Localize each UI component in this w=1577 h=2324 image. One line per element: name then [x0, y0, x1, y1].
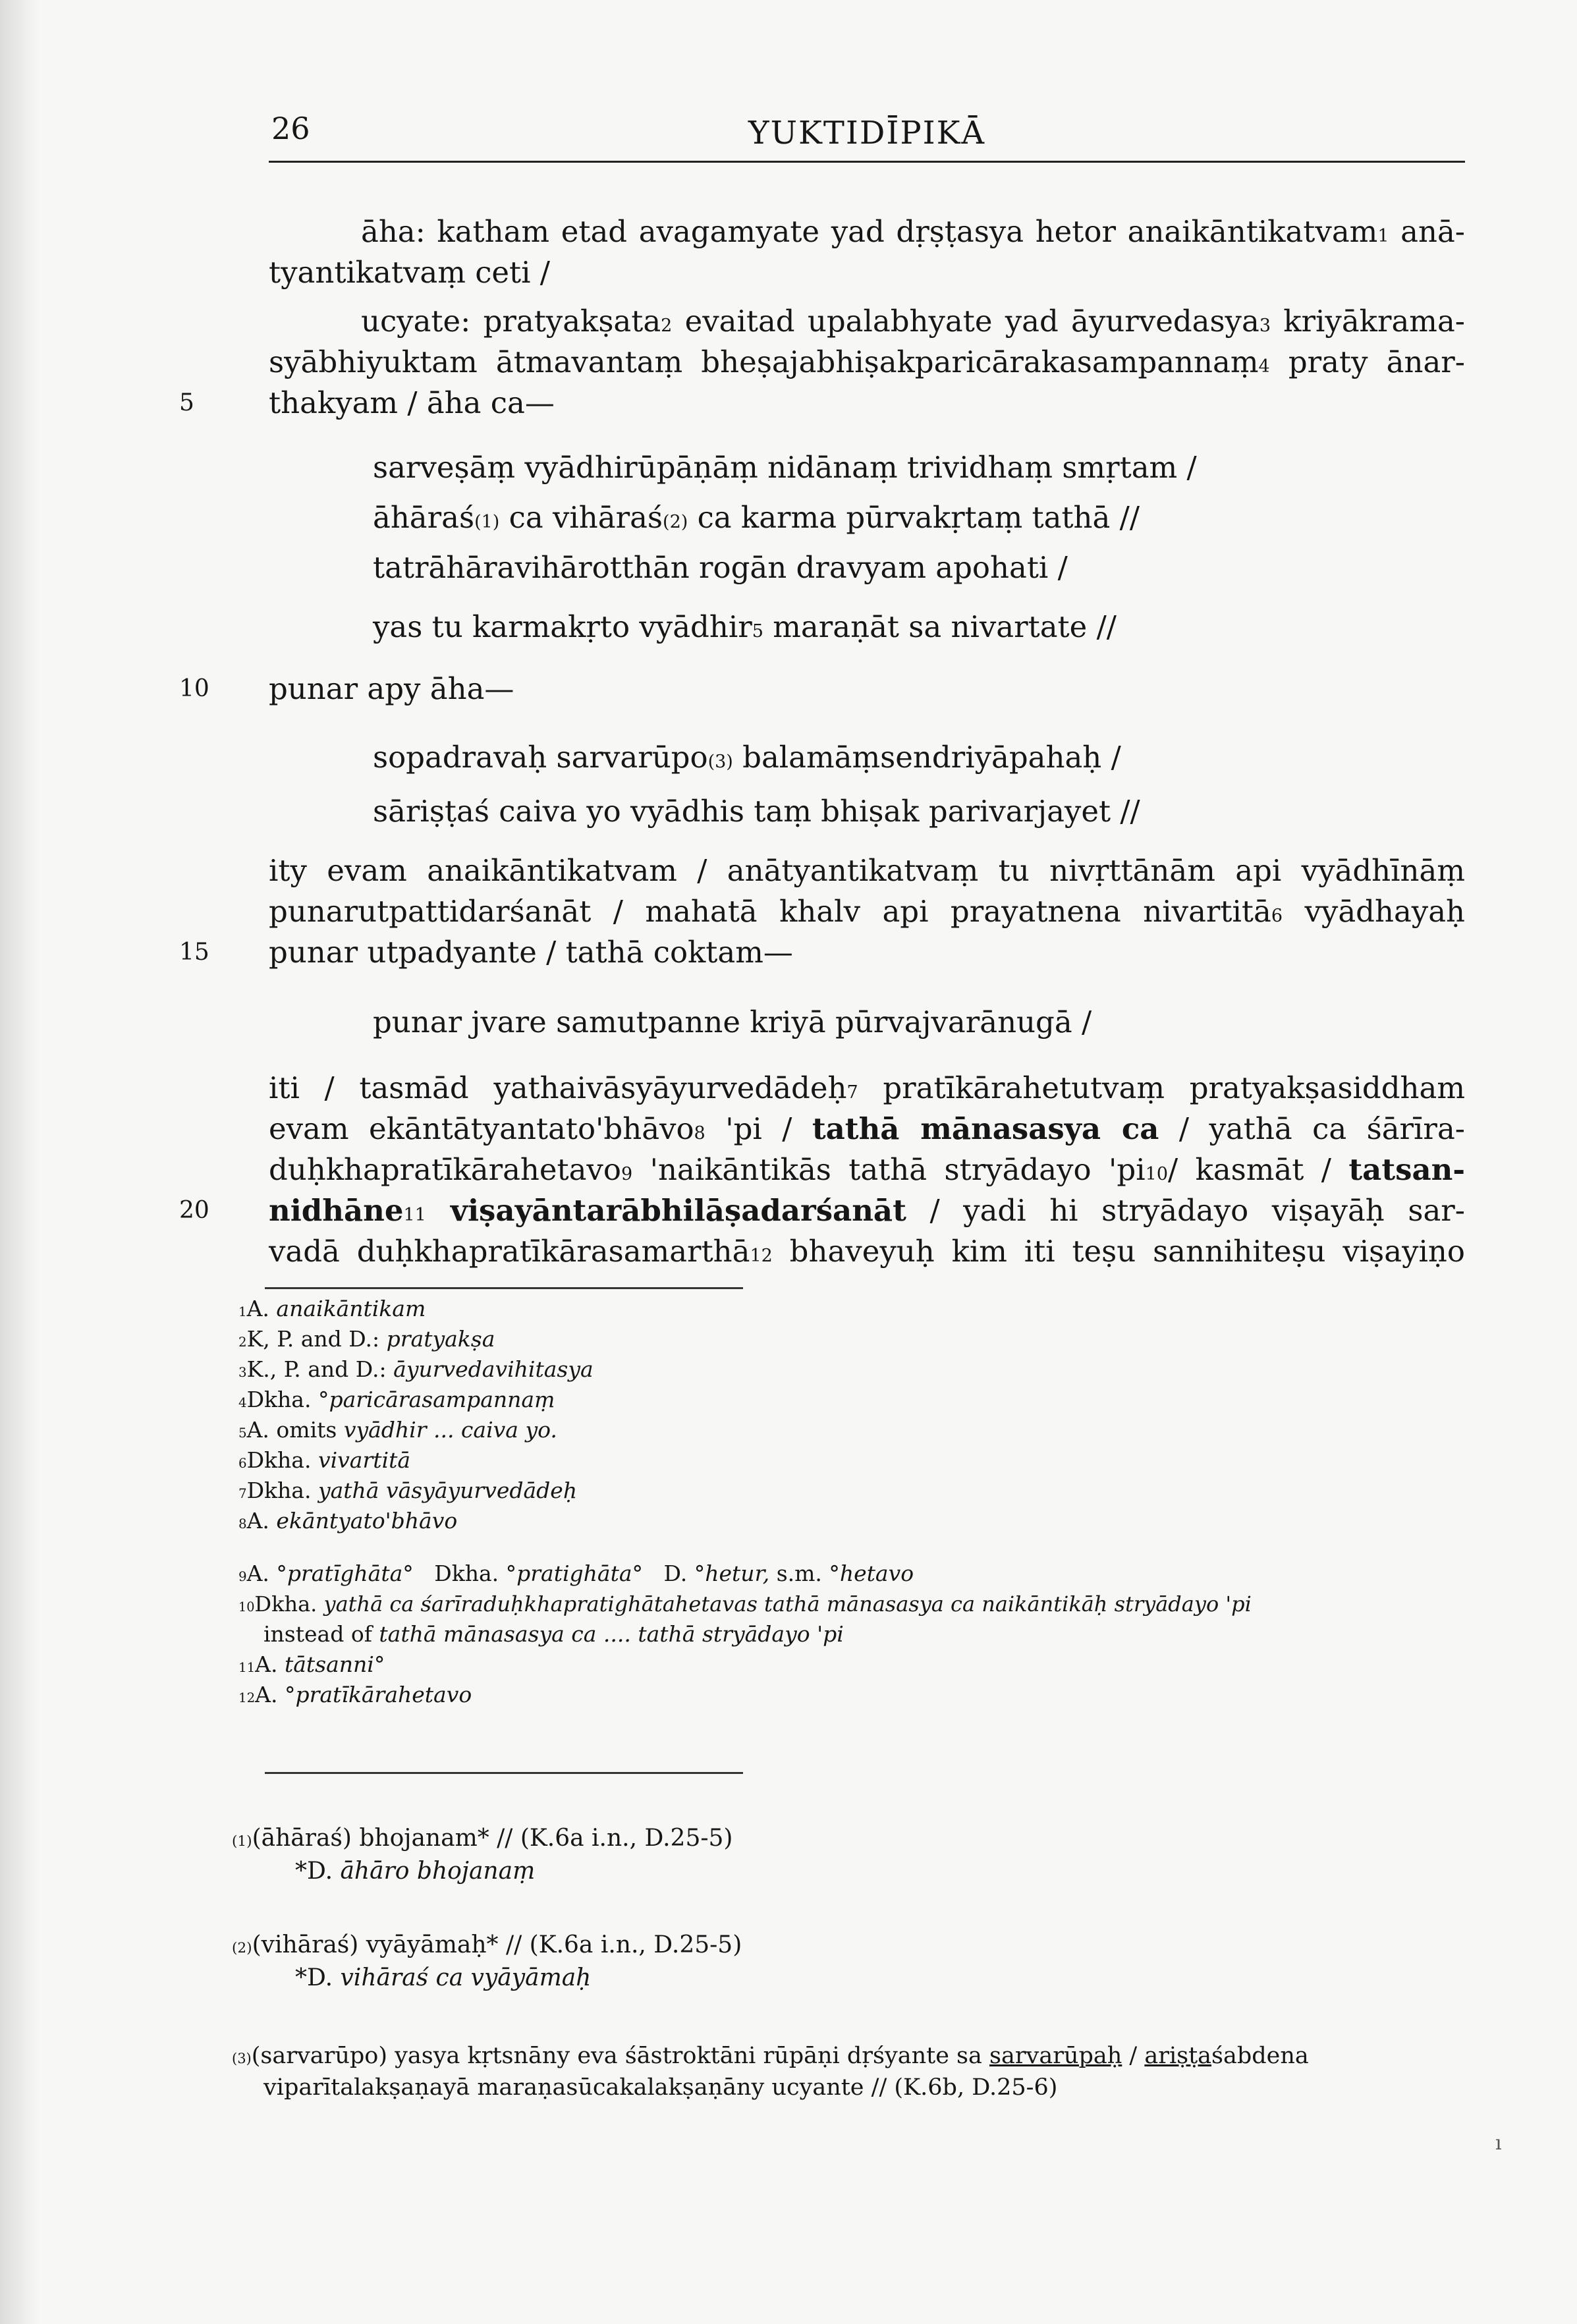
- verse-line-5: sopadravaḥ sarvarūpo$^{(3)}$ balamāṃsendriyāpahaḥ /: [373, 740, 1121, 775]
- footnote-3: $^3$K., P. and D.: āyurvedavihitasya: [238, 1356, 594, 1382]
- line-number-10: 10: [179, 675, 209, 702]
- body-line-1: āha: katham etad avagamyate yad dṛṣṭasya hetor anaikāntikatvam$^1$ anā-: [361, 214, 1465, 249]
- body-line-5: thakyam / āha ca—: [269, 385, 555, 420]
- body-line-17: iti / tasmād yathaivāsyāyurvedādeḥ$^7$ pratīkārahetutvaṃ pratyakṣasiddham: [269, 1070, 1465, 1105]
- line-number-5: 5: [179, 389, 194, 416]
- line-number-20: 20: [179, 1197, 209, 1224]
- body-line-10: punar apy āha—: [269, 671, 514, 706]
- note-2-source: *D. vihāraś ca vyāyāmaḥ: [295, 1964, 592, 1991]
- footnote-2: $^2$K, P. and D.: pratyakṣa: [238, 1326, 495, 1352]
- footnote-rule: [265, 1287, 743, 1289]
- notes-rule: [265, 1772, 743, 1774]
- footnote-4: $^4$Dkha. °paricārasampannaṃ: [238, 1387, 555, 1412]
- footnote-1: $^1$A. anaikāntikam: [238, 1296, 426, 1321]
- body-line-18: evam ekāntātyantato'bhāvo$^8$ 'pi / tathā mānasasya ca / yathā ca śārīra-: [269, 1111, 1465, 1146]
- line-number-15: 15: [179, 939, 209, 966]
- body-line-2: tyantikatvaṃ ceti /: [269, 255, 550, 290]
- scan-edge-shadow: [0, 0, 40, 2324]
- running-title: YUKTIDĪPIKĀ: [748, 115, 986, 152]
- body-line-4: syābhiyuktam ātmavantaṃ bheṣajabhiṣakparicārakasampannaṃ$^4$ praty ānar-: [269, 345, 1465, 379]
- note-3: $^{(3)}$(sarvarūpo) yasya kṛtsnāny eva śāstroktāni rūpāṇi dṛśyante sa sarvarūpaḥ / ariṣṭaśabdena: [232, 2043, 1309, 2069]
- verse-line-3: tatrāhāravihārotthān rogān dravyam apohati /: [373, 550, 1068, 585]
- body-line-21: vadā duḥkhapratīkārasamarthā$^{12}$ bhaveyuḥ kim iti teṣu sannihiteṣu viṣayiṇo: [269, 1234, 1465, 1269]
- verse-line-4: yas tu karmakṛto vyādhir$^5$ maraṇāt sa nivartate //: [373, 609, 1117, 644]
- footnote-6: $^6$Dkha. vivartitā: [238, 1447, 411, 1473]
- footnote-5: $^5$A. omits vyādhir ... caiva yo.: [238, 1417, 557, 1443]
- body-line-14: punarutpattidarśanāt / mahatā khalv api prayatnena nivartitā$^6$ vyādhayaḥ: [269, 894, 1465, 929]
- running-header: [269, 111, 1465, 163]
- note-1-source: *D. āhāro bhojanaṃ: [295, 1858, 536, 1885]
- footnote-11: $^{11}$A. tātsanni°: [238, 1651, 385, 1677]
- body-line-3: ucyate: pratyakṣata$^2$ evaitad upalabhyate yad āyurvedasya$^3$ kriyākrama-: [361, 304, 1465, 339]
- body-line-13: ity evam anaikāntikatvam / anātyantikatvaṃ tu nivṛttānām api vyādhīnāṃ: [269, 853, 1465, 888]
- verse-line-2: āhāraś$^{(1)}$ ca vihāraś$^{(2)}$ ca karma pūrvakṛtaṃ tathā //: [373, 500, 1140, 535]
- note-1: $^{(1)}$(āhāraś) bhojanam* // (K.6a i.n., D.25-5): [232, 1825, 733, 1852]
- footnote-10: $^{10}$Dkha. yathā ca śarīraduḥkhapratighātahetavas tathā mānasasya ca naikāntikāḥ stryādayo 'pi: [238, 1591, 1252, 1617]
- page-number: 26: [271, 111, 310, 146]
- footnote-7: $^7$Dkha. yathā vāsyāyurvedādeḥ: [238, 1478, 578, 1503]
- scan-speck: ı: [1495, 2132, 1502, 2155]
- verse-line-6: sāriṣṭaś caiva yo vyādhis taṃ bhiṣak parivarjayet //: [373, 794, 1140, 829]
- note-3-continued: viparītalakṣaṇayā maraṇasūcakalakṣaṇāny ucyante // (K.6b, D.25-6): [263, 2074, 1058, 2101]
- footnote-8: $^8$A. ekāntyato'bhāvo: [238, 1508, 458, 1534]
- body-line-15: punar utpadyante / tathā coktam—: [269, 935, 793, 970]
- verse-line-7: punar jvare samutpanne kriyā pūrvajvarānugā /: [373, 1005, 1092, 1039]
- verse-line-1: sarveṣāṃ vyādhirūpāṇāṃ nidānaṃ trividhaṃ smṛtam /: [373, 450, 1197, 485]
- footnote-10-continued: instead of tathā mānasasya ca .... tathā stryādayo 'pi: [263, 1621, 844, 1647]
- footnote-12: $^{12}$A. °pratīkārahetavo: [238, 1682, 472, 1707]
- body-line-19: duḥkhapratīkārahetavo$^9$ 'naikāntikās tathā stryādayo '$pi^{10}/$ kasmāt / tatsan-: [269, 1152, 1466, 1187]
- body-line-20: nidhāne$^{11}$ viṣayāntarābhilāṣadarśanāt / yadi hi stryādayo viṣayāḥ sar-: [269, 1193, 1465, 1228]
- footnote-9: $^9$A. °pratīghāta° Dkha. °pratighāta° D. °hetur, s.m. °hetavo: [238, 1561, 914, 1586]
- note-2: $^{(2)}$(vihāraś) vyāyāmaḥ* // (K.6a i.n., D.25-5): [232, 1931, 742, 1958]
